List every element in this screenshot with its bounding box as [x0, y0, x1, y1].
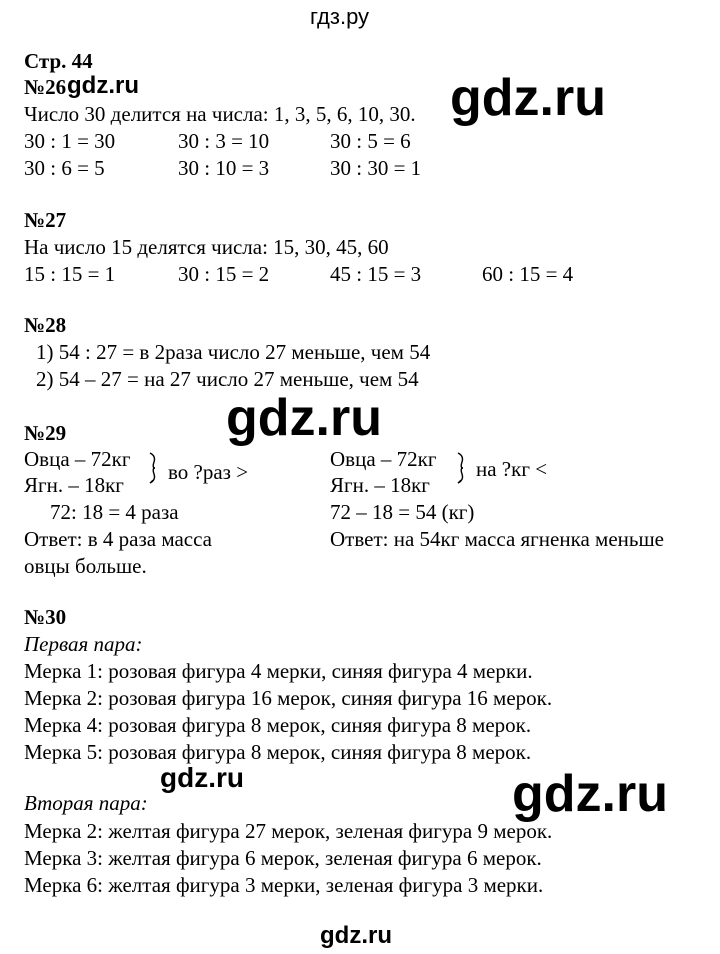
task-30-pair-2-heading: Вторая пара: [24, 791, 148, 815]
watermark-large-3: gdz.ru [512, 765, 668, 823]
task-27-number: №27 [24, 208, 67, 232]
footer-watermark: gdz.ru [320, 922, 392, 949]
task-27-eq-4: 60 : 15 = 4 [482, 262, 574, 286]
watermark-large-1: gdz.ru [450, 69, 606, 127]
task-26-eq-2: 30 : 3 = 10 [178, 129, 270, 153]
task-27-eq-2: 30 : 15 = 2 [178, 262, 270, 286]
task-28-line-2: 2) 54 – 27 = на 27 число 27 меньше, чем 54 [36, 367, 419, 391]
task-29-left-calc: 72: 18 = 4 раза [50, 500, 179, 524]
task-29-left-question: во ?раз > [168, 460, 249, 484]
task-26-eq-4: 30 : 6 = 5 [24, 156, 105, 180]
task-30-pair-1-heading: Первая пара: [24, 632, 143, 656]
task-26-number: №26 [24, 75, 67, 99]
task-30-pair-2-line-1: Мерка 2: желтая фигура 27 мерок, зеленая фигура 9 мерок. [24, 819, 553, 843]
task-29-left-answer-2: овцы больше. [24, 554, 147, 578]
watermark-inline: gdz.ru [67, 72, 139, 99]
task-29-right-sheep: Овца – 72кг [330, 447, 437, 471]
task-28-line-1: 1) 54 : 27 = в 2раза число 27 меньше, чем 54 [36, 340, 431, 364]
task-30-pair-1-line-4: Мерка 5: розовая фигура 8 мерок, синяя фигура 8 мерок. [24, 740, 532, 764]
task-30-pair-2-line-3: Мерка 6: желтая фигура 3 мерки, зеленая фигура 3 мерки. [24, 873, 544, 897]
curly-brace-icon [456, 452, 465, 484]
task-29-left-lamb: Ягн. – 18кг [24, 473, 124, 497]
task-29-right-question: на ?кг < [476, 457, 548, 481]
task-30-pair-1-line-3: Мерка 4: розовая фигура 8 мерок, синяя фигура 8 мерок. [24, 713, 532, 737]
watermark-large-2: gdz.ru [226, 389, 382, 447]
task-27-statement: На число 15 делятся числа: 15, 30, 45, 60 [24, 235, 389, 259]
task-26-eq-6: 30 : 30 = 1 [330, 156, 422, 180]
task-29-right-lamb: Ягн. – 18кг [330, 473, 430, 497]
task-28-number: №28 [24, 313, 67, 337]
task-29-right-calc: 72 – 18 = 54 (кг) [330, 500, 475, 524]
task-30-pair-1-line-1: Мерка 1: розовая фигура 4 мерки, синяя фигура 4 мерки. [24, 659, 533, 683]
task-29-left-answer-1: Ответ: в 4 раза масса [24, 527, 213, 551]
task-29-right-answer: Ответ: на 54кг масса ягненка меньше [330, 527, 664, 551]
task-27-eq-3: 45 : 15 = 3 [330, 262, 422, 286]
watermark-small: gdz.ru [160, 762, 244, 793]
task-30-pair-2-line-2: Мерка 3: желтая фигура 6 мерок, зеленая фигура 6 мерок. [24, 846, 542, 870]
task-26-eq-3: 30 : 5 = 6 [330, 129, 411, 153]
task-26-eq-1: 30 : 1 = 30 [24, 129, 116, 153]
task-29-number: №29 [24, 421, 67, 445]
page-label: Стр. 44 [24, 49, 93, 73]
task-27-eq-1: 15 : 15 = 1 [24, 262, 116, 286]
task-29-left-sheep: Овца – 72кг [24, 447, 131, 471]
task-26-statement: Число 30 делится на числа: 1, 3, 5, 6, 10, 30. [24, 102, 416, 126]
header-site-label: гдз.ру [310, 4, 370, 29]
curly-brace-icon [148, 452, 157, 484]
task-26-eq-5: 30 : 10 = 3 [178, 156, 270, 180]
task-30-pair-1-line-2: Мерка 2: розовая фигура 16 мерок, синяя фигура 16 мерок. [24, 686, 553, 710]
task-30-number: №30 [24, 605, 67, 629]
